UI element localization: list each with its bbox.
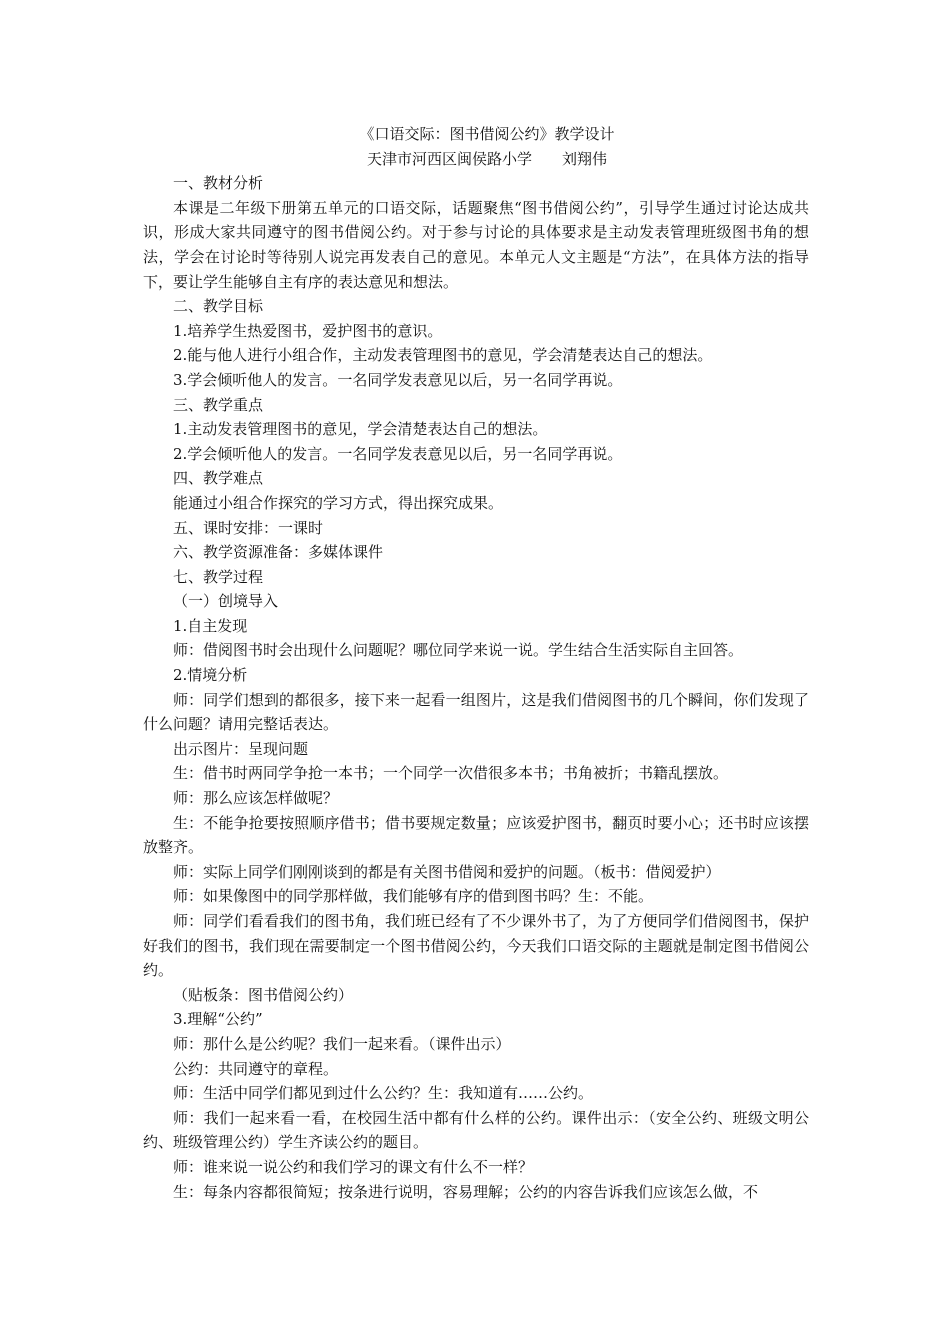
paragraph: 3.学会倾听他人的发言。一名同学发表意见以后，另一名同学再说。 — [173, 370, 623, 389]
paragraph: 一、教材分析 — [173, 174, 264, 193]
paragraph: （贴板条：图书借阅公约） — [173, 985, 354, 1004]
paragraph: 七、教学过程 — [173, 567, 264, 586]
paragraph: 师：我们一起来看一看，在校园生活中都有什么样的公约。课件出示：（安全公约、班级文明公约、班级管理公约）学生齐读公约的题目。 — [143, 1108, 809, 1152]
document-page — [143, 122, 809, 1204]
document-author: 天津市河西区闽侯路小学 刘翔伟 — [366, 149, 607, 168]
paragraph: 二、教学目标 — [173, 297, 264, 316]
paragraph: 1.主动发表管理图书的意见，学会清楚表达自己的想法。 — [173, 420, 548, 439]
paragraph: 师：借阅图书时会出现什么问题呢？哪位同学来说一说。学生结合生活实际自主回答。 — [173, 641, 744, 660]
paragraph: 生：不能争抢要按照顺序借书；借书要规定数量；应该爱护图书，翻页时要小心；还书时应该摆放整齐。 — [143, 813, 809, 857]
paragraph: 师：谁来说一说公约和我们学习的课文有什么不一样？ — [173, 1157, 534, 1176]
paragraph: （一）创境导入 — [173, 592, 279, 611]
document-title: 《口语交际：图书借阅公约》教学设计 — [359, 125, 615, 143]
paragraph: 生：每条内容都很简短；按条进行说明，容易理解；公约的内容告诉我们应该怎么做，不 — [173, 1182, 759, 1201]
paragraph: 3.理解“公约” — [173, 1010, 263, 1029]
paragraph: 2.情境分析 — [173, 666, 248, 685]
paragraph: 1.自主发现 — [173, 616, 248, 635]
paragraph: 师：那什么是公约呢？我们一起来看。（课件出示） — [173, 1034, 511, 1053]
paragraph: 1.培养学生热爱图书，爱护图书的意识。 — [173, 321, 443, 340]
paragraph: 本课是二年级下册第五单元的口语交际，话题聚焦“图书借阅公约”，引导学生通过讨论达成共识，形成大家共同遵守的图书借阅公约。对于参与讨论的具体要求是主动发表管理班级图书角的想法，学会在讨论时等待别人说完再发表自己的意见。本单元人文主题是“方法”，在具体方法的指导下，要让学生能够自主有序的表达意见和想法。 — [143, 198, 809, 291]
paragraph: 公约：共同遵守的章程。 — [173, 1059, 339, 1078]
paragraph: 生：借书时两同学争抢一本书；一个同学一次借很多本书；书角被折；书籍乱摆放。 — [173, 764, 729, 783]
paragraph: 六、教学资源准备：多媒体课件 — [173, 543, 384, 562]
paragraph: 四、教学难点 — [173, 469, 264, 488]
paragraph: 2.学会倾听他人的发言。一名同学发表意见以后，另一名同学再说。 — [173, 444, 623, 463]
paragraph: 师：生活中同学们都见到过什么公约？生：我知道有……公约。 — [173, 1084, 594, 1103]
paragraph: 能通过小组合作探究的学习方式，得出探究成果。 — [173, 493, 504, 512]
paragraph: 2.能与他人进行小组合作，主动发表管理图书的意见，学会清楚表达自己的想法。 — [173, 346, 713, 365]
paragraph: 三、教学重点 — [173, 395, 264, 414]
paragraph: 师：实际上同学们刚刚谈到的都是有关图书借阅和爱护的问题。（板书：借阅爱护） — [173, 862, 721, 881]
document-body — [143, 171, 809, 1204]
paragraph: 五、课时安排：一课时 — [173, 518, 324, 537]
paragraph: 师：同学们想到的都很多，接下来一起看一组图片，这是我们借阅图书的几个瞬间，你们发现了什么问题？请用完整话表达。 — [143, 690, 809, 734]
paragraph: 师：同学们看看我们的图书角，我们班已经有了不少课外书了，为了方便同学们借阅图书，保护好我们的图书，我们现在需要制定一个图书借阅公约，今天我们口语交际的主题就是制定图书借阅公约。 — [143, 912, 809, 980]
paragraph: 出示图片：呈现问题 — [173, 739, 309, 758]
paragraph: 师：那么应该怎样做呢？ — [173, 789, 339, 808]
paragraph: 师：如果像图中的同学那样做，我们能够有序的借到图书吗？生：不能。 — [173, 887, 654, 906]
